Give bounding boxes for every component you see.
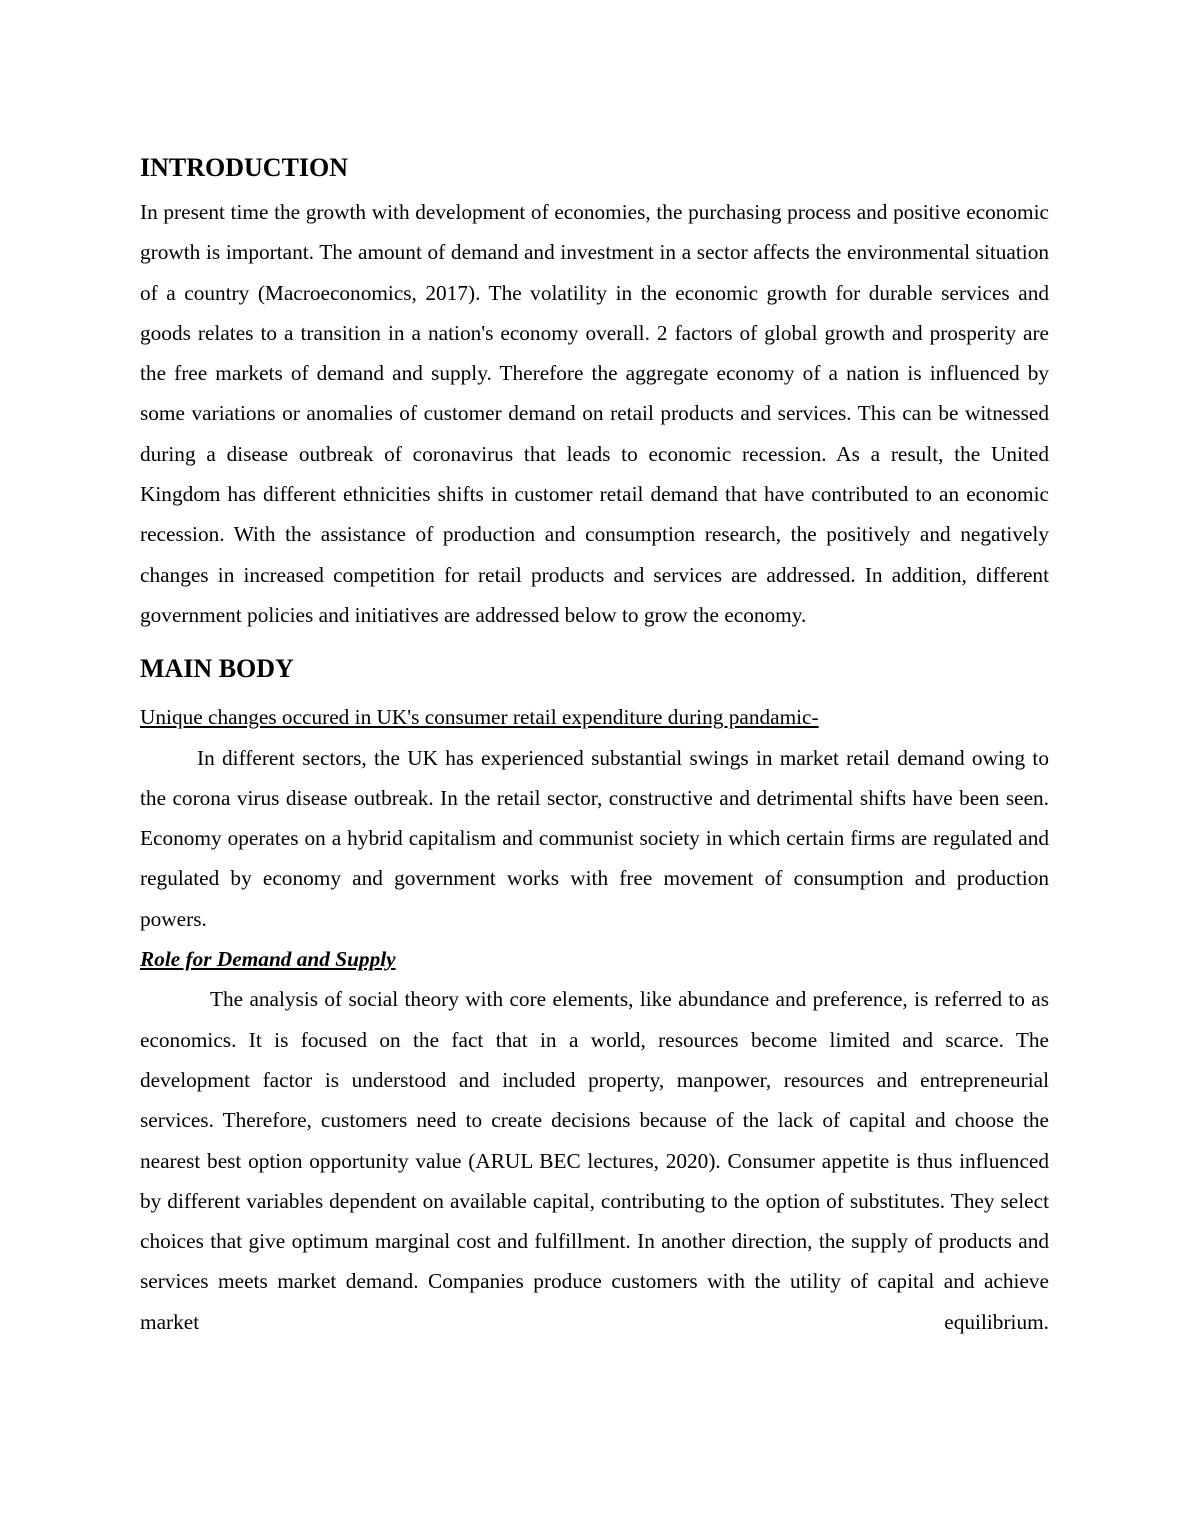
document-page <box>140 148 1049 1342</box>
section-subheading-demand-supply: Role for Demand and Supply <box>140 947 396 972</box>
main-body-heading: MAIN BODY <box>140 654 294 684</box>
retail-changes-paragraph: In different sectors, the UK has experienced substantial swings in market retail demand owing to the corona virus disease outbreak. In the retail sector, constructive and detrimental shifts have been seen. Economy operates on a hybrid capitalism and communist society in which certain firms are regulated and regulated by economy and government works with free movement of consumption and production powers. <box>140 745 1049 931</box>
demand-supply-paragraph: The analysis of social theory with core elements, like abundance and preference, is referred to as economics. It is focused on the fact that in a world, resources become limited and scarce. The development factor is understood and included property, manpower, resources and entrepreneurial services. Therefore, customers need to create decisions because of the lack of capital and choose the nearest best option opportunity value (ARUL BEC lectures, 2020). Consumer appetite is thus influenced by different variables dependent on available capital, contributing to the option of substitutes. They select choices that give optimum marginal cost and fulfillment. In another direction, the supply of products and services meets market demand. Companies produce customers with the utility of capital and achieve market equilibrium. <box>140 987 1049 1334</box>
introduction-heading: INTRODUCTION <box>140 153 349 182</box>
section-subheading-retail-changes: Unique changes occured in UK's consumer retail expenditure during pandamic- <box>140 705 819 730</box>
introduction-paragraph: In present time the growth with development of economies, the purchasing process and positive economic growth is important. The amount of demand and investment in a sector affects the environmental situation of a country (Macroeconomics, 2017). The volatility in the economic growth for durable services and goods relates to a transition in a nation's economy overall. 2 factors of global growth and prosperity are the free markets of demand and supply. Therefore the aggregate economy of a nation is influenced by some variations or anomalies of customer demand on retail products and services. This can be witnessed during a disease outbreak of coronavirus that leads to economic recession. As a result, the United Kingdom has different ethnicities shifts in customer retail demand that have contributed to an economic recession. With the assistance of production and consumption research, the positively and negatively changes in increased competition for retail products and services are addressed. In addition, different government policies and initiatives are addressed below to grow the economy. <box>140 200 1049 627</box>
